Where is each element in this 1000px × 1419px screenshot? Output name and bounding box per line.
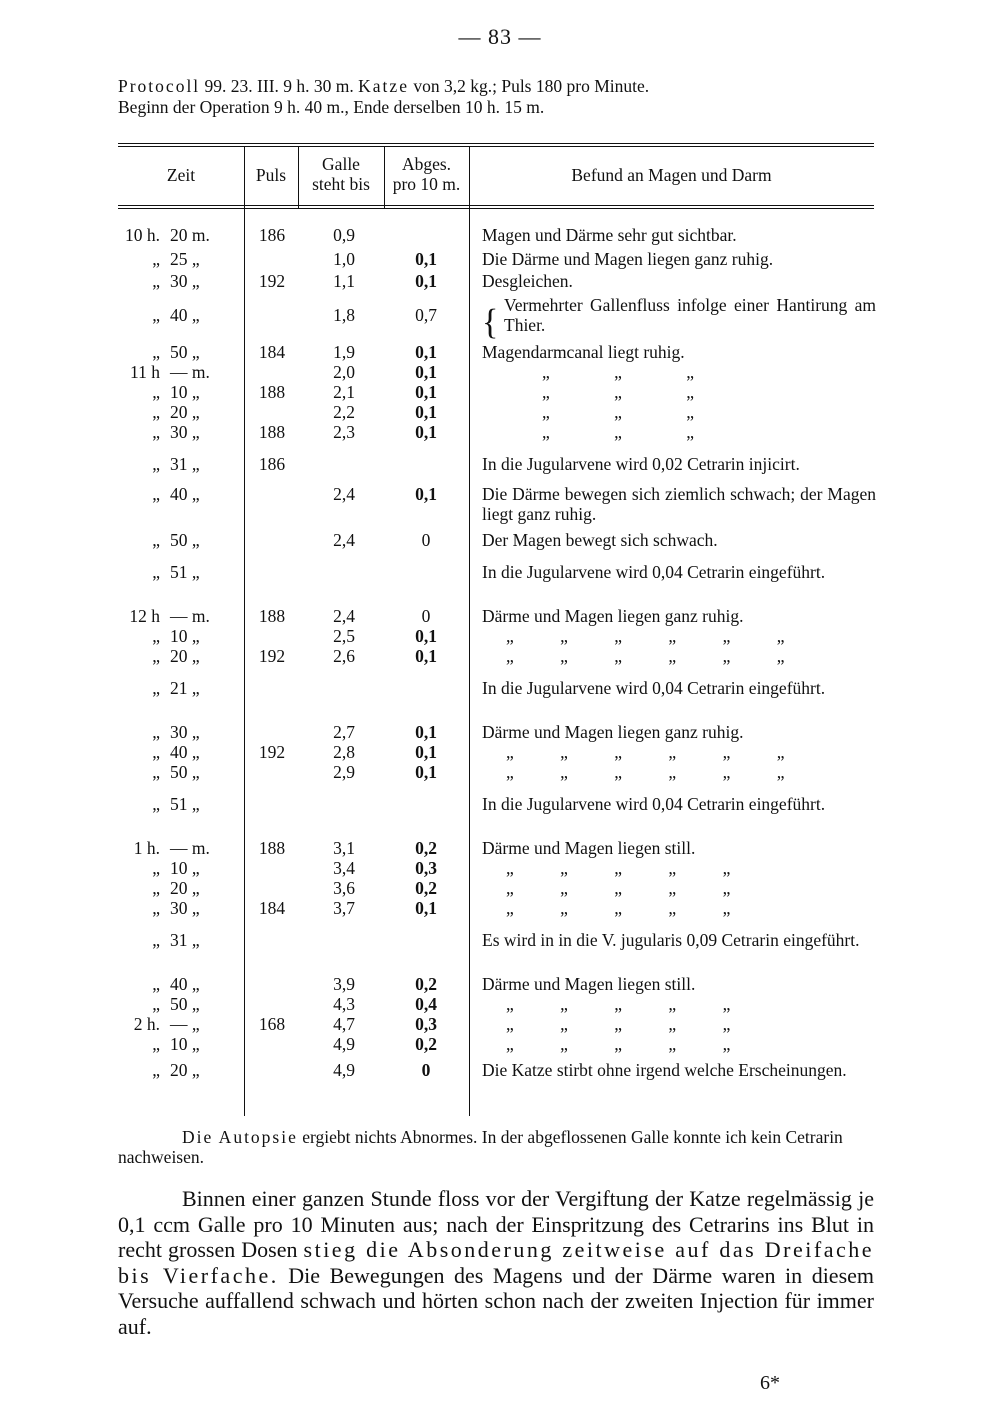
cell-zeit-h: „: [152, 454, 160, 474]
cell-befund: Die Därme bewegen sich ziemlich schwach; der Magen liegt ganz ruhig.: [482, 484, 876, 524]
cell-puls: 188: [258, 422, 286, 442]
cell-zeit-h: „: [152, 562, 160, 582]
cell-zeit-m: 30 „: [170, 722, 200, 742]
cell-zeit-h: „: [152, 626, 160, 646]
cell-zeit-h: „: [152, 422, 160, 442]
cell-befund: Desgleichen.: [482, 271, 573, 291]
cell-befund: Die Katze stirbt ohne irgend welche Erscheinungen.: [482, 1060, 847, 1080]
cell-befund-ditto: „ „ „: [542, 362, 695, 382]
cell-befund-ditto: „ „ „ „ „ „: [506, 646, 785, 666]
conclusion-part-1: Binnen einer ganzen Stunde floss vor der Vergiftung der Katze regelmässig je 0,1 ccm Galle pro 10 Minuten aus; nach der Einspritzung des Cetrarins ins Blut in recht grossen Dosen: [118, 1186, 874, 1262]
table-top-rule: [118, 143, 874, 144]
cell-puls: 188: [258, 606, 286, 626]
cell-befund-ditto: „ „ „ „ „ „: [506, 742, 785, 762]
cell-zeit-h: „: [152, 994, 160, 1014]
header-befund: Befund an Magen und Darm: [571, 165, 772, 185]
cell-zeit-h: „: [152, 646, 160, 666]
cell-zeit-m: 20 m.: [170, 225, 210, 245]
cell-abges: 0,1: [415, 626, 437, 646]
header-abges: [384, 154, 469, 194]
protocol-text-2: von 3,2 kg.; Puls 180 pro Minute.: [408, 76, 650, 96]
cell-puls: 192: [258, 271, 286, 291]
cell-zeit-h: „: [152, 678, 160, 698]
cell-galle: 2,8: [333, 742, 355, 762]
cell-zeit-h: „: [152, 249, 160, 269]
cell-befund-ditto: „ „ „ „ „ „: [506, 626, 785, 646]
cell-galle: 2,6: [333, 646, 355, 666]
cell-galle: 2,4: [333, 606, 355, 626]
conclusion-paragraph: [118, 1186, 874, 1339]
header-bottom-rule: [118, 205, 874, 206]
cell-abges: 0,1: [415, 362, 437, 382]
cell-zeit-h: „: [152, 742, 160, 762]
brace-symbol: {: [482, 303, 499, 342]
cell-befund-ditto: „ „ „ „ „: [506, 994, 731, 1014]
cell-zeit-h: „: [152, 762, 160, 782]
cell-puls: 192: [258, 646, 286, 666]
cell-zeit-m: — m.: [170, 838, 210, 858]
cell-puls: 184: [258, 898, 286, 918]
cell-zeit-m: 20 „: [170, 646, 200, 666]
cell-galle: 3,9: [333, 974, 355, 994]
cell-befund-ditto: „ „ „ „ „: [506, 858, 731, 878]
table-top-rule-2: [118, 146, 874, 147]
cell-zeit-m: 31 „: [170, 454, 200, 474]
cell-zeit-m: 25 „: [170, 249, 200, 269]
cell-zeit-m: 20 „: [170, 1060, 200, 1080]
cell-puls: 186: [258, 225, 286, 245]
protocol-header: [118, 76, 878, 118]
cell-galle: 4,7: [333, 1014, 355, 1034]
cell-zeit-m: 31 „: [170, 930, 200, 950]
cell-zeit-h: 2 h.: [133, 1014, 160, 1034]
header-galle-line1: Galle: [322, 154, 360, 174]
cell-abges: 0,2: [415, 838, 437, 858]
cell-zeit-m: 30 „: [170, 898, 200, 918]
cell-befund: Der Magen bewegt sich schwach.: [482, 530, 718, 550]
cell-galle: 2,9: [333, 762, 355, 782]
cell-befund: Därme und Magen liegen still.: [482, 974, 696, 994]
cell-zeit-m: 30 „: [170, 271, 200, 291]
cell-galle: 2,0: [333, 362, 355, 382]
cell-galle: 3,6: [333, 878, 355, 898]
cell-abges: 0,1: [415, 762, 437, 782]
cell-zeit-h: 11 h: [130, 362, 160, 382]
cell-befund-ditto: „ „ „: [542, 422, 695, 442]
cell-zeit-h: „: [152, 342, 160, 362]
cell-abges: 0,2: [415, 974, 437, 994]
cell-galle: 2,2: [333, 402, 355, 422]
cell-abges: 0,2: [415, 878, 437, 898]
cell-puls: 188: [258, 838, 286, 858]
cell-galle: 2,4: [333, 484, 355, 504]
cell-befund: Vermehrter Gallenfluss infolge einer Hantirung am Thier.: [504, 295, 876, 335]
cell-zeit-m: 21 „: [170, 678, 200, 698]
header-abges-line2: pro 10 m.: [392, 174, 461, 194]
cell-galle: 1,0: [333, 249, 355, 269]
cell-zeit-m: 50 „: [170, 530, 200, 550]
cell-puls: 188: [258, 382, 286, 402]
cell-zeit-h: „: [152, 722, 160, 742]
column-divider-abges: [469, 146, 470, 1116]
cell-zeit-m: 10 „: [170, 626, 200, 646]
cell-zeit-m: 30 „: [170, 422, 200, 442]
cell-galle: 2,7: [333, 722, 355, 742]
cell-abges: 0,7: [415, 305, 437, 325]
cell-zeit-m: 40 „: [170, 305, 200, 325]
cell-abges: 0: [421, 530, 431, 550]
cell-befund-ditto: „ „ „ „ „: [506, 1034, 731, 1054]
cell-galle: 1,1: [333, 271, 355, 291]
header-abges-line1: Abges.: [401, 154, 452, 174]
cell-zeit-h: „: [152, 974, 160, 994]
header-galle-line2: steht bis: [312, 174, 370, 194]
cell-zeit-m: 20 „: [170, 878, 200, 898]
conclusion-emphasis: stieg die Absonderung zeitweise auf das Dreifache bis Vierfache.: [118, 1237, 874, 1288]
cell-zeit-m: 10 „: [170, 1034, 200, 1054]
cell-befund-ditto: „ „ „ „ „: [506, 1014, 731, 1034]
cell-zeit-h: „: [152, 305, 160, 325]
cell-puls: 186: [258, 454, 286, 474]
header-puls: Puls: [255, 165, 287, 185]
cell-befund-ditto: „ „ „: [542, 382, 695, 402]
protocol-katze: Katze: [358, 76, 409, 96]
cell-galle: 3,7: [333, 898, 355, 918]
cell-befund: In die Jugularvene wird 0,04 Cetrarin eingeführt.: [482, 678, 826, 698]
cell-galle: 4,3: [333, 994, 355, 1014]
cell-zeit-h: „: [152, 878, 160, 898]
cell-galle: 1,9: [333, 342, 355, 362]
cell-zeit-m: 40 „: [170, 742, 200, 762]
cell-zeit-m: 10 „: [170, 858, 200, 878]
cell-befund: Därme und Magen liegen ganz ruhig.: [482, 606, 744, 626]
cell-galle: 2,4: [333, 530, 355, 550]
cell-zeit-h: „: [152, 930, 160, 950]
cell-befund: Magen und Därme sehr gut sichtbar.: [482, 225, 737, 245]
cell-zeit-h: „: [152, 794, 160, 814]
cell-abges: 0: [421, 606, 431, 626]
cell-zeit-h: „: [152, 402, 160, 422]
cell-zeit-h: „: [152, 382, 160, 402]
cell-befund: In die Jugularvene wird 0,04 Cetrarin eingeführt.: [482, 794, 826, 814]
protocol-line-2: Beginn der Operation 9 h. 40 m., Ende derselben 10 h. 15 m.: [118, 97, 545, 117]
cell-befund: Därme und Magen liegen still.: [482, 838, 696, 858]
cell-zeit-m: 51 „: [170, 562, 200, 582]
cell-abges: 0,1: [415, 342, 437, 362]
autopsie-note: [118, 1127, 874, 1167]
cell-galle: 4,9: [333, 1060, 355, 1080]
cell-puls: 168: [258, 1014, 286, 1034]
cell-zeit-h: „: [152, 1060, 160, 1080]
cell-befund: In die Jugularvene wird 0,02 Cetrarin injicirt.: [482, 454, 800, 474]
cell-zeit-h: 12 h: [129, 606, 160, 626]
cell-abges: 0,1: [415, 484, 437, 504]
autopsie-rest: ergiebt nichts Abnormes. In der abgeflossenen Galle konnte ich kein Cetrarin nachweisen.: [118, 1127, 843, 1167]
conclusion-part-2: Die Bewegungen des Magens und der Därme waren in diesem Versuche auffallend schwach und hörten schon nach der zweiten Injection für immer auf.: [118, 1262, 875, 1339]
cell-zeit-m: 51 „: [170, 794, 200, 814]
cell-zeit-m: — m.: [170, 606, 210, 626]
cell-abges: 0,1: [415, 249, 437, 269]
cell-zeit-h: „: [152, 530, 160, 550]
cell-abges: 0,1: [415, 271, 437, 291]
column-divider-zeit: [244, 146, 245, 1116]
cell-zeit-h: „: [152, 858, 160, 878]
cell-puls: 192: [258, 742, 286, 762]
cell-abges: 0,3: [415, 858, 437, 878]
cell-zeit-m: — m.: [170, 362, 210, 382]
cell-abges: 0,1: [415, 402, 437, 422]
protocol-text-1: 99. 23. III. 9 h. 30 m.: [200, 76, 359, 96]
cell-zeit-m: 50 „: [170, 762, 200, 782]
cell-galle: 4,9: [333, 1034, 355, 1054]
cell-zeit-m: 50 „: [170, 342, 200, 362]
cell-galle: 3,1: [333, 838, 355, 858]
cell-abges: 0,3: [415, 1014, 437, 1034]
header-zeit: Zeit: [166, 165, 196, 185]
cell-galle: 3,4: [333, 858, 355, 878]
protocol-line-1: [118, 76, 878, 97]
cell-zeit-m: 20 „: [170, 402, 200, 422]
cell-galle: 2,1: [333, 382, 355, 402]
cell-befund: Die Därme und Magen liegen ganz ruhig.: [482, 249, 774, 269]
cell-abges: 0,1: [415, 646, 437, 666]
cell-galle: 1,8: [333, 305, 355, 325]
cell-abges: 0,1: [415, 898, 437, 918]
cell-abges: 0,1: [415, 742, 437, 762]
cell-galle: 2,5: [333, 626, 355, 646]
cell-zeit-m: 10 „: [170, 382, 200, 402]
cell-zeit-h: „: [152, 898, 160, 918]
cell-befund: In die Jugularvene wird 0,04 Cetrarin eingeführt.: [482, 562, 826, 582]
page-number: — 83 —: [458, 24, 542, 49]
cell-befund: Es wird in in die V. jugularis 0,09 Cetrarin eingeführt.: [482, 930, 860, 950]
cell-abges: 0: [421, 1060, 431, 1080]
header-bottom-rule-2: [118, 208, 874, 209]
cell-galle: 0,9: [333, 225, 355, 245]
cell-zeit-h: „: [152, 1034, 160, 1054]
cell-zeit-m: — „: [170, 1014, 200, 1034]
autopsie-spaced: Die Autopsie: [182, 1127, 298, 1147]
cell-befund: Magendarmcanal liegt ruhig.: [482, 342, 685, 362]
cell-galle: 2,3: [333, 422, 355, 442]
signature-mark: 6*: [760, 1372, 780, 1394]
cell-befund-ditto: „ „ „ „ „: [506, 898, 731, 918]
cell-abges: 0,2: [415, 1034, 437, 1054]
cell-zeit-h: 1 h.: [133, 838, 160, 858]
protocol-label: Protocoll: [118, 76, 201, 96]
cell-befund-ditto: „ „ „ „ „ „: [506, 762, 785, 782]
cell-zeit-h: „: [152, 484, 160, 504]
cell-abges: 0,1: [415, 382, 437, 402]
cell-zeit-h: „: [152, 271, 160, 291]
cell-zeit-m: 50 „: [170, 994, 200, 1014]
cell-zeit-m: 40 „: [170, 484, 200, 504]
cell-abges: 0,4: [415, 994, 437, 1014]
header-galle: [298, 154, 384, 194]
cell-befund: Därme und Magen liegen ganz ruhig.: [482, 722, 744, 742]
cell-zeit-h: 10 h.: [125, 225, 160, 245]
cell-abges: 0,1: [415, 722, 437, 742]
cell-befund-ditto: „ „ „: [542, 402, 695, 422]
cell-puls: 184: [258, 342, 286, 362]
cell-befund-ditto: „ „ „ „ „: [506, 878, 731, 898]
cell-zeit-m: 40 „: [170, 974, 200, 994]
cell-abges: 0,1: [415, 422, 437, 442]
